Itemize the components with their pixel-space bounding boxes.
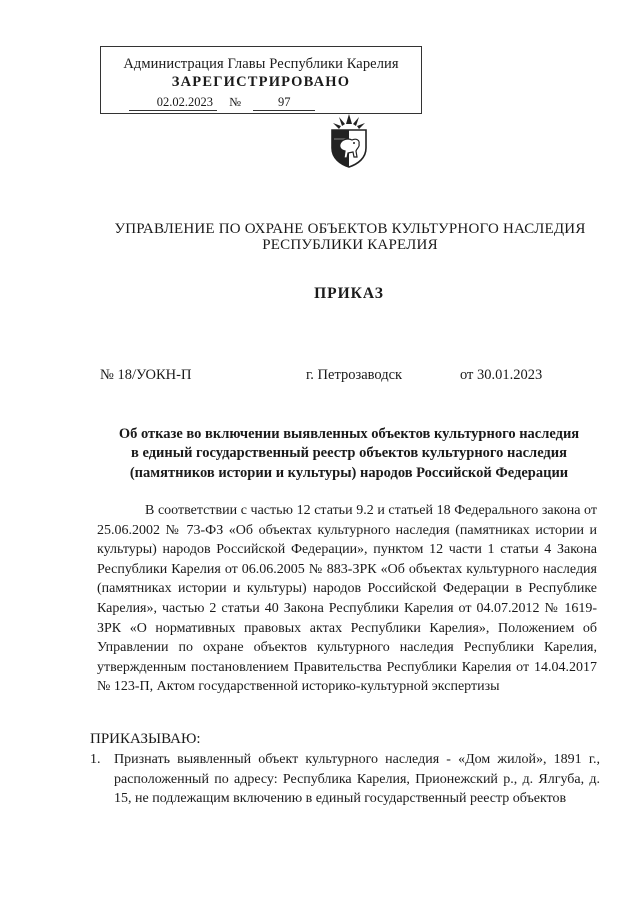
organization-name-line-2: РЕСПУБЛИКИ КАРЕЛИЯ [262, 237, 438, 253]
stamp-registered: ЗАРЕГИСТРИРОВАНО [171, 74, 351, 90]
subject-line-2: в единый государственный реестр объектов культурного наследия [131, 445, 567, 461]
organization-name-line-1: УПРАВЛЕНИЕ ПО ОХРАНЕ ОБЪЕКТОВ КУЛЬТУРНОГО НАСЛЕДИЯ [114, 221, 586, 237]
order-item [90, 750, 600, 809]
stamp-number: 97 [253, 95, 315, 111]
order-number: № 18/УОКН-П [100, 367, 192, 383]
subject-line-3: (памятников истории и культуры) народов Российской Федерации [129, 465, 569, 481]
order-item-text: Признать выявленный объект культурного наследия - «Дом жилой», 1891 г., расположенный по адресу: Республика Карелия, Прионежский р., д. Ялгуба, д. 15, не подлежащим включению в единый государственный реестр объектов [114, 752, 600, 807]
document-type-title: ПРИКАЗ [314, 285, 384, 302]
stamp-authority: Администрация Главы Республики Карелия [123, 56, 399, 72]
registration-stamp [100, 46, 422, 114]
preamble-body [97, 501, 597, 697]
karelia-coat-of-arms-icon [330, 114, 368, 168]
order-date: от 30.01.2023 [460, 367, 543, 383]
order-directive-word: ПРИКАЗЫВАЮ: [90, 731, 201, 747]
stamp-registration-line [129, 95, 315, 111]
order-city: г. Петрозаводск [306, 367, 403, 383]
order-item-number: 1. [90, 752, 101, 767]
stamp-number-sign: № [229, 95, 242, 109]
subject-line-1: Об отказе во включении выявленных объектов культурного наследия [118, 426, 580, 442]
preamble-paragraph: В соответствии с частью 12 статьи 9.2 и статьей 18 Федерального закона от 25.06.2002 № 73-ФЗ «Об объектах культурного наследия (памятниках истории и культуры) народов Российской Федерации», пунктом 12 части 1 статьи 4 Закона Республики Карелия от 06.06.2005 № 883-ЗРК «Об объектах культурного наследия (памятниках истории и культуры) народов Российской Федерации в Республике Карелия», частью 2 статьи 40 Закона Республики Карелия от 04.07.2012 № 1619-ЗРК «О нормативных правовых актах Республики Карелия», Положением об Управлении по охране объектов культурного наследия Республики Карелия, утвержденным постановлением Правительства Республики Карелия от 14.04.2017 № 123-П, Актом государственной историко-культурной экспертизы [97, 503, 597, 695]
stamp-date: 02.02.2023 [129, 95, 217, 111]
